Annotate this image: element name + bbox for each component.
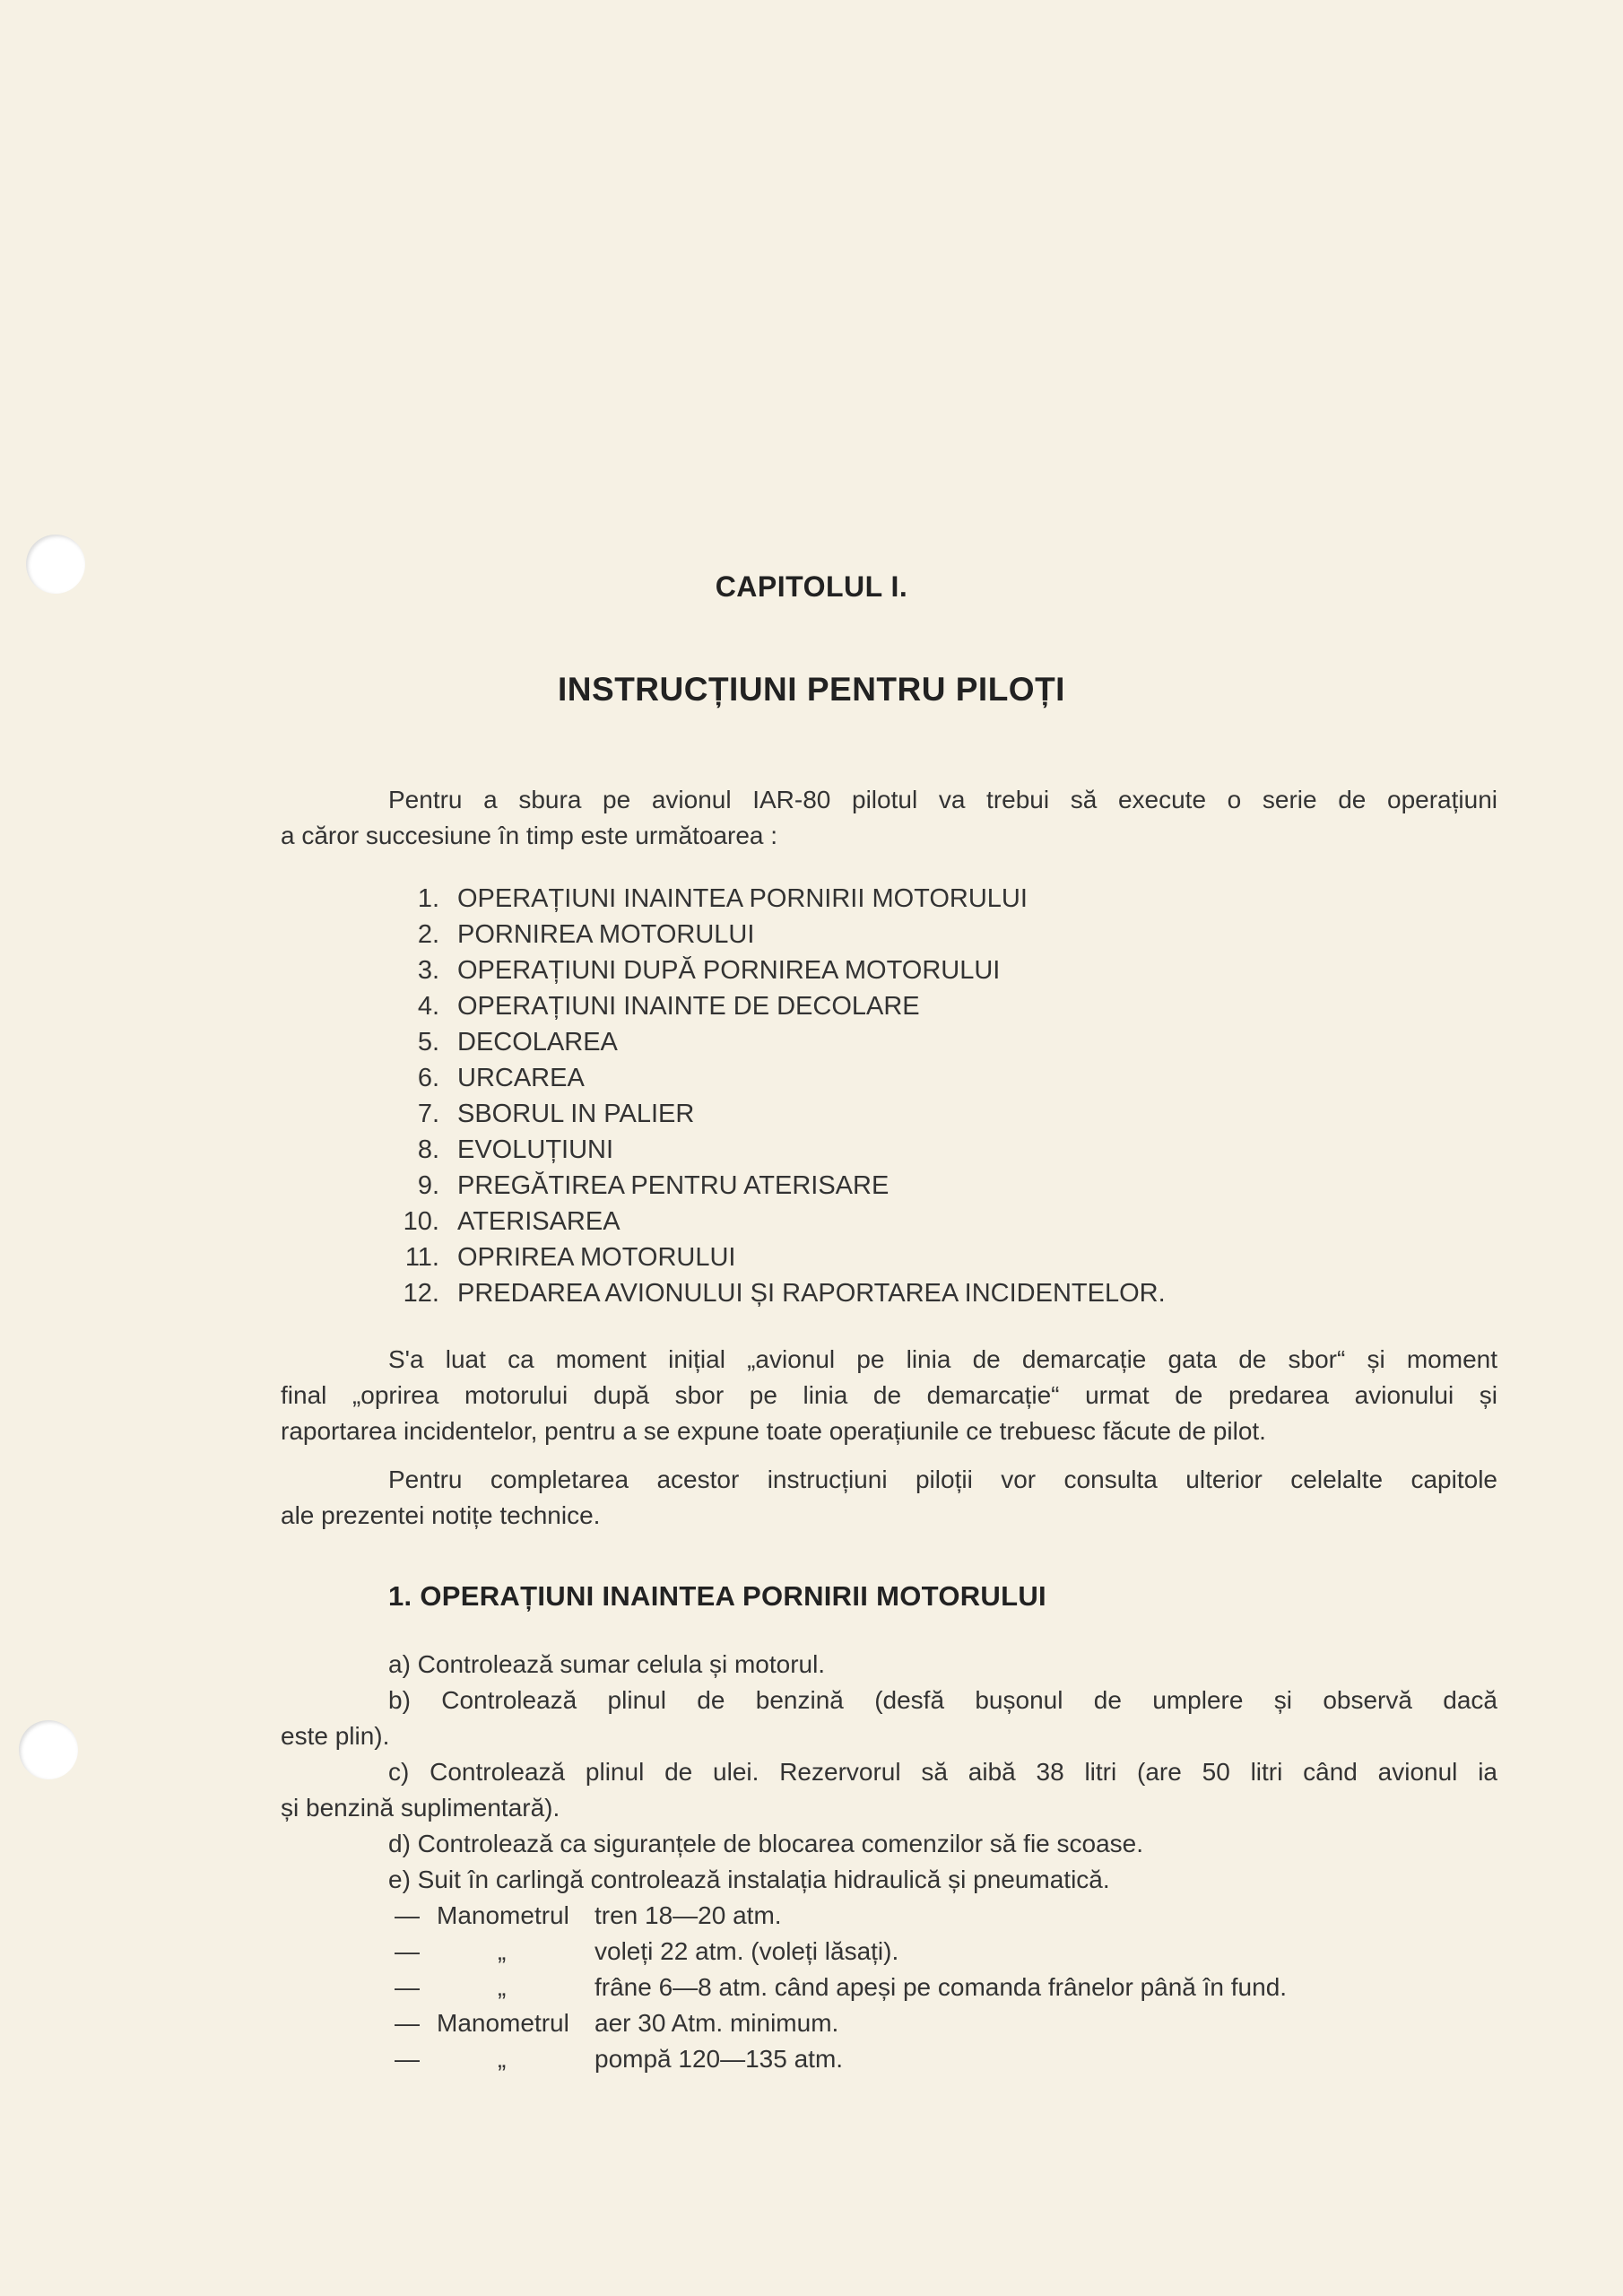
list-item-label: SBORUL IN PALIER xyxy=(457,1100,695,1128)
list-item-label: URCAREA xyxy=(457,1064,585,1092)
manometer-dash: — xyxy=(395,1937,420,1965)
intro-line: a căror succesiune în timp este următoarea : xyxy=(281,822,778,849)
paragraph-line: ale prezentei notițe technice. xyxy=(281,1501,601,1529)
instruction-line: b) Controlează plinul de benzină (desfă bușonul de umplere și observă dacă xyxy=(388,1686,1497,1714)
manometer-dash: — xyxy=(395,1901,420,1929)
list-item-label: EVOLUȚIUNI xyxy=(457,1135,614,1164)
manometer-dash: — xyxy=(395,1973,420,2001)
intro-line: Pentru a sbura pe avionul IAR-80 pilotul va trebui să execute o serie de operațiuni xyxy=(388,786,1497,813)
list-item-number: 11. xyxy=(404,1243,439,1272)
list-item-number: 2. xyxy=(417,920,439,949)
paragraph-line: raportarea incidentelor, pentru a se expune toate operațiunile ce trebuesc făcute de pilot. xyxy=(281,1417,1266,1445)
list-item-label: PORNIREA MOTORULUI xyxy=(457,920,755,949)
chapter-heading: CAPITOLUL I. xyxy=(715,570,908,603)
list-item-number: 3. xyxy=(417,956,439,985)
manometer-reading: frâne 6—8 atm. când apeși pe comanda frânelor până în fund. xyxy=(595,1973,1288,2001)
paragraph-line: S'a luat ca moment inițial „avionul pe linia de demarcație gata de sbor“ și moment xyxy=(388,1345,1497,1373)
paragraph-line: final „oprirea motorului după sbor pe linia de demarcație“ urmat de predarea avionului și xyxy=(281,1381,1497,1409)
ditto-mark: „ xyxy=(498,1973,507,2001)
list-item-number: 1. xyxy=(417,884,439,913)
ditto-mark: „ xyxy=(498,1937,507,1965)
instruction-line: a) Controlează sumar celula și motorul. xyxy=(388,1650,826,1678)
list-item-number: 7. xyxy=(417,1100,439,1128)
list-item-label: PREGĂTIREA PENTRU ATERISARE xyxy=(457,1171,890,1200)
section-heading: 1. OPERAȚIUNI INAINTEA PORNIRII MOTORULUI xyxy=(388,1580,1046,1612)
list-item-number: 12. xyxy=(403,1279,439,1308)
page-title: INSTRUCȚIUNI PENTRU PILOȚI xyxy=(558,671,1065,708)
instruction-line: e) Suit în carlingă controlează instalația hidraulică și pneumatică. xyxy=(388,1866,1110,1893)
instruction-line: d) Controlează ca siguranțele de blocarea comenzilor să fie scoase. xyxy=(388,1830,1144,1857)
ditto-mark: „ xyxy=(498,2045,507,2073)
manometer-label: Manometrul xyxy=(437,1901,569,1929)
list-item-number: 9. xyxy=(417,1171,439,1200)
list-item-label: DECOLAREA xyxy=(457,1028,618,1057)
punch-hole xyxy=(19,1720,78,1779)
list-item-number: 10. xyxy=(403,1207,439,1236)
paragraph-line: Pentru completarea acestor instrucțiuni piloții vor consulta ulterior celelalte capitole xyxy=(388,1465,1497,1493)
list-item-number: 6. xyxy=(417,1064,439,1092)
manometer-reading: pompă 120—135 atm. xyxy=(595,2045,844,2073)
list-item-number: 8. xyxy=(417,1135,439,1164)
manometer-reading: voleți 22 atm. (voleți lăsați). xyxy=(595,1937,899,1965)
manometer-label: Manometrul xyxy=(437,2009,569,2037)
list-item-number: 5. xyxy=(417,1028,439,1057)
manometer-dash: — xyxy=(395,2009,420,2037)
list-item-label: OPERAȚIUNI INAINTE DE DECOLARE xyxy=(457,992,920,1021)
list-item-label: OPERAȚIUNI INAINTEA PORNIRII MOTORULUI xyxy=(457,884,1028,913)
instruction-line: este plin). xyxy=(281,1722,390,1750)
instruction-line: și benzină suplimentară). xyxy=(281,1794,560,1822)
list-item-label: PREDAREA AVIONULUI ȘI RAPORTAREA INCIDENTELOR. xyxy=(457,1279,1166,1308)
instruction-line: c) Controlează plinul de ulei. Rezervorul să aibă 38 litri (are 50 litri când avionul ia xyxy=(388,1758,1497,1786)
list-item-label: ATERISAREA xyxy=(457,1207,621,1236)
list-item-number: 4. xyxy=(417,992,439,1021)
manometer-reading: aer 30 Atm. minimum. xyxy=(595,2009,839,2037)
list-item-label: OPERAȚIUNI DUPĂ PORNIREA MOTORULUI xyxy=(457,956,1001,985)
list-item-label: OPRIREA MOTORULUI xyxy=(457,1243,736,1272)
manometer-dash: — xyxy=(395,2045,420,2073)
manometer-reading: tren 18—20 atm. xyxy=(595,1901,782,1929)
